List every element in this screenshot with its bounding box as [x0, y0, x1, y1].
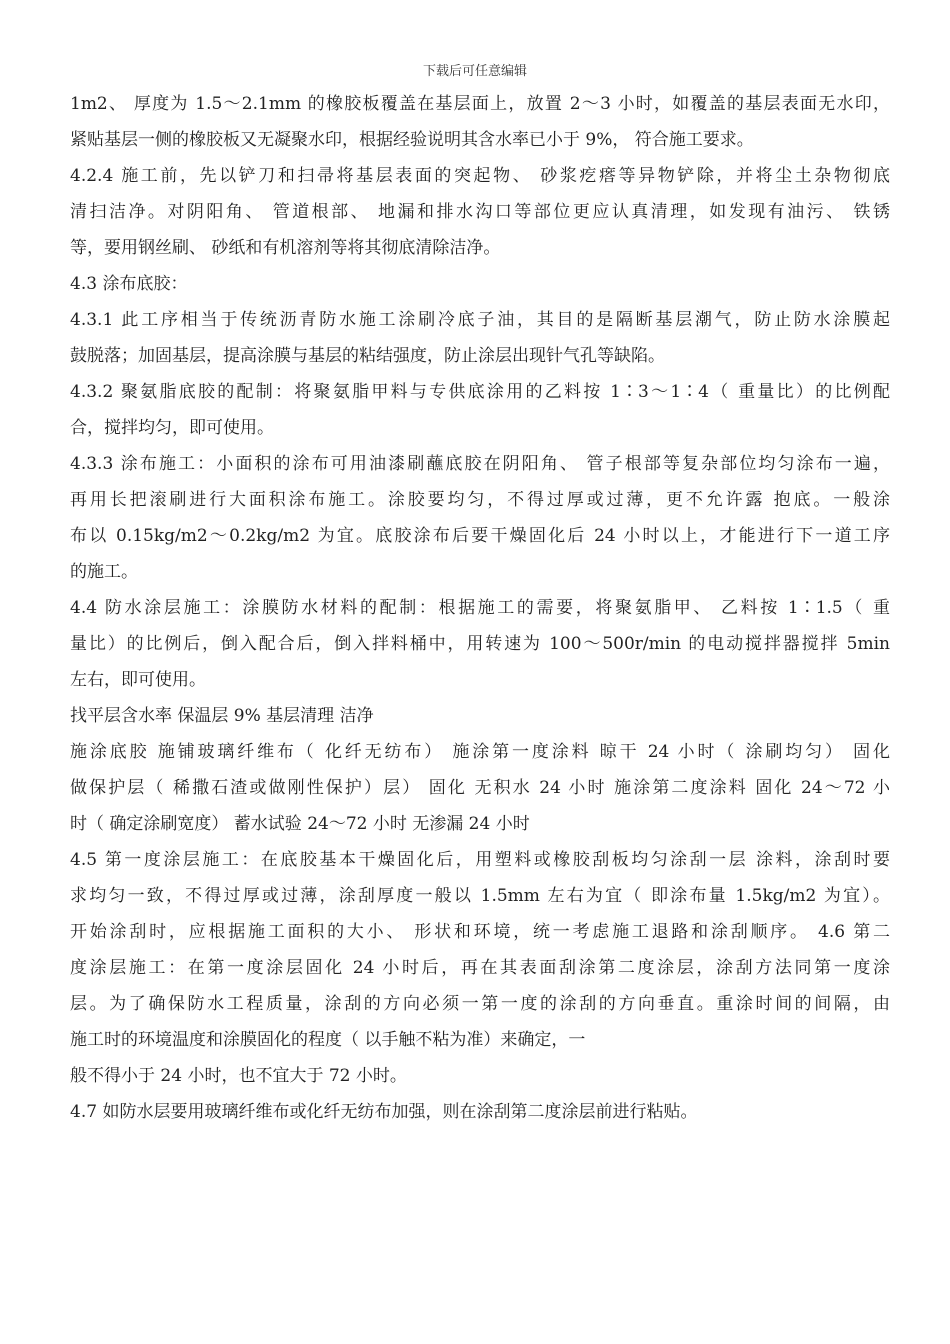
text-line: 施工时的环境温度和涂膜固化的程度（ 以手触不粘为准）来确定，一 [70, 1030, 586, 1050]
text-line: 紧贴基层一侧的橡胶板又无凝聚水印，根据经验说明其含水率已小于 9%， 符合施工要求。 [70, 130, 754, 150]
text-line: 布以 0.15kg/m2～0.2kg/m2 为宜。底胶涂布后要干燥固化后 24 小时以上，才能进行下一道工序 [70, 526, 890, 546]
text-line: 4.3.2 聚氨脂底胶的配制：将聚氨脂甲料与专供底涂用的乙料按 1∶3～1∶4（ 重量比）的比例配 [70, 382, 890, 402]
text-line: 般不得小于 24 小时，也不宜大于 72 小时。 [70, 1066, 407, 1086]
text-line: 4.5 第一度涂层施工：在底胶基本干燥固化后，用塑料或橡胶刮板均匀涂刮一层 涂料，涂刮时要 [70, 850, 890, 870]
text-line: 4.4 防水涂层施工：涂膜防水材料的配制：根据施工的需要，将聚氨脂甲、 乙料按 1∶1.5（ 重 [70, 598, 890, 618]
text-line: 4.3.3 涂布施工：小面积的涂布可用油漆刷蘸底胶在阴阳角、 管子根部等复杂部位均匀涂布一遍， [70, 454, 890, 474]
text-line: 清扫洁净。对阴阳角、 管道根部、 地漏和排水沟口等部位更应认真清理，如发现有油污、 铁锈 [70, 202, 890, 222]
document-body [70, 86, 890, 1130]
text-line: 开始涂刮时，应根据施工面积的大小、 形状和环境，统一考虑施工退路和涂刮顺序。 4.6 第二 [70, 922, 890, 942]
text-line: 鼓脱落；加固基层，提高涂膜与基层的粘结强度，防止涂层出现针气孔等缺陷。 [70, 346, 665, 366]
text-line: 的施工。 [70, 562, 138, 582]
flow-line: 做保护层（ 稀撒石渣或做刚性保护）层） 固化 无积水 24 小时 施涂第二度涂料 固化 24～72 小 [70, 778, 890, 798]
section-heading: 4.3 涂布底胶： [70, 274, 188, 294]
text-line: 度涂层施工：在第一度涂层固化 24 小时后，再在其表面刮涂第二度涂层，涂刮方法同第一度涂 [70, 958, 890, 978]
text-line: 4.2.4 施工前，先以铲刀和扫帚将基层表面的突起物、 砂浆疙瘩等异物铲除，并将尘土杂物彻底 [70, 166, 890, 186]
text-line: 合，搅拌均匀，即可使用。 [70, 418, 274, 438]
text-line: 4.3.1 此工序相当于传统沥青防水施工涂刷冷底子油，其目的是隔断基层潮气，防止防水涂膜起 [70, 310, 890, 330]
text-line: 再用长把滚刷进行大面积涂布施工。涂胶要均匀，不得过厚或过薄，更不允许露 抱底。一般涂 [70, 490, 890, 510]
text-line: 层。为了确保防水工程质量，涂刮的方向必须一第一度的涂刮的方向垂直。重涂时间的间隔，由 [70, 994, 890, 1014]
text-line: 左右，即可使用。 [70, 670, 206, 690]
flow-line: 施涂底胶 施铺玻璃纤维布（ 化纤无纺布） 施涂第一度涂料 晾干 24 小时（ 涂刷均匀） 固化 [70, 742, 890, 762]
flow-line: 时（ 确定涂刷宽度） 蓄水试验 24～72 小时 无渗漏 24 小时 [70, 814, 530, 834]
page-header: 下载后可任意编辑 [422, 64, 527, 79]
text-line: 1m2、 厚度为 1.5～2.1mm 的橡胶板覆盖在基层面上，放置 2～3 小时，如覆盖的基层表面无水印， [70, 94, 890, 114]
text-line: 量比）的比例后，倒入配合后，倒入拌料桶中，用转速为 100～500r/min 的电动搅拌器搅拌 5min [70, 634, 890, 654]
text-line: 等，要用钢丝刷、 砂纸和有机溶剂等将其彻底清除洁净。 [70, 238, 501, 258]
flow-line: 找平层含水率 保温层 9% 基层清理 洁净 [70, 706, 374, 726]
text-line: 4.7 如防水层要用玻璃纤维布或化纤无纺布加强，则在涂刮第二度涂层前进行粘贴。 [70, 1102, 698, 1122]
text-line: 求均匀一致，不得过厚或过薄，涂刮厚度一般以 1.5mm 左右为宜（ 即涂布量 1.5kg/m2 为宜）。 [70, 886, 890, 906]
